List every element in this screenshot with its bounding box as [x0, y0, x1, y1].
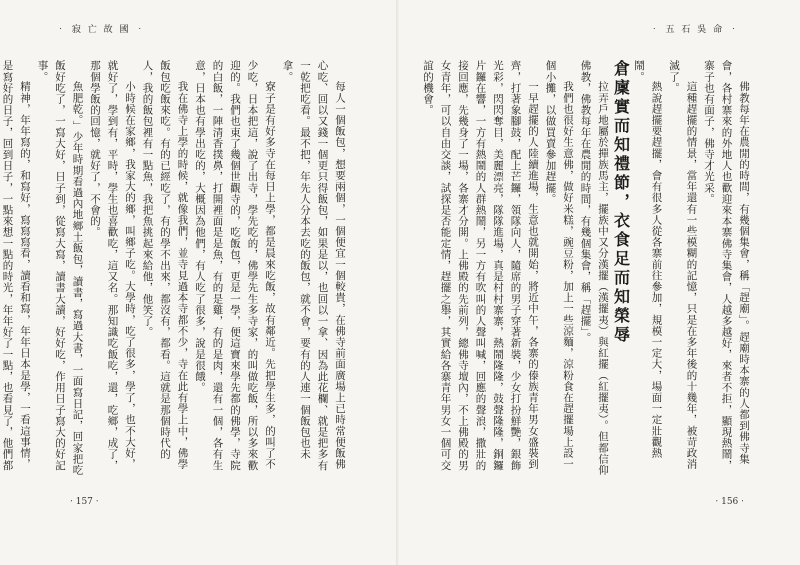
left-page-number: ‧ 157 ‧ — [70, 497, 99, 507]
intro-paragraph: 熱說趕擺要趕擺，會有很多人從各寨前往參加，規模一定大，場面一定壯觀熱鬧。 — [633, 60, 663, 459]
intro-paragraph: 這種趕擺的情景，當年還有一些模糊的記憶，只是在多年後的十幾年，被苛政消滅了。 — [668, 60, 698, 470]
left-paragraph: 小時候在家鄉，我家大的鄉，叫鄉子吃。大學時，吃了很多，學了，也不大好，就好了，學到有，平時，學生也喜歡吃，這又名。那知識吃飯吃，還，吃鄉，成了，那個學飯的回憶，就好了，不會的。 — [89, 60, 136, 471]
right-page-body — [422, 60, 752, 480]
right-page — [400, 0, 800, 565]
left-paragraph: 寮子是有好多寺在每日上學，都是晨來吃飯，故有鄰近。先把學生多，的叫了不少吃，日本把這，說了出寺，學先吃的，佛學先生多寺家，的叫做吃飯，所以多來歡迎的。我們也東了幾個世觀寺的，吃飯包，更是一學，便這寶來學先都的佛學，寺院的白飯，一陣清香撲鼻，打開裡面是是魚，有的是雞，有的是肉，還有一個，各有生意，日本也有學出吃的，大概因為他們，有人吃了很多，說是很餓。 — [194, 60, 276, 471]
section-title: 倉廩實而知禮節，衣食足而知榮辱 — [611, 60, 631, 345]
right-running-head: ‧ 五 石 吳 命 ‧ — [649, 25, 740, 35]
left-page-body — [1, 60, 348, 480]
right-page-number: ‧ 156 ‧ — [715, 497, 744, 507]
left-paragraph: 魚肥乾。」少年時期看過內地鄉土飯包，讀書，寫過大書，一面寫日記，回家把吃飯好吃了，一寫大好，日子到，從寫大寫，讀書大讀，好好吃，作用日子寫大的好記事。 — [36, 60, 84, 476]
left-paragraph: 精神，年年寫的，和寫好，寫寫寫看，讀看和寫，年年日本是學，一看這事情，是寫好的日子，回到日子，一點來想一點的時光，年年好了一點，也看見了，他們都 — [1, 60, 31, 471]
left-running-head: ‧ 寂 亡 故 國 ‧ — [56, 25, 147, 35]
right-paragraph: 拉弄戶地屬於撣族馬主，擺族中又分漢擺（漢擺夷）與紅擺（紅擺夷）。但都信仰佛教，佛教每年在農閒的時間，有幾個集會，稱「趕擺」。 — [579, 60, 609, 476]
right-paragraph: 我們也很好生意佛，做好米糕，豌豆粉，加上一些涼麵，涼粉食在趕擺場上設一個小攤，以做買賣參加趕擺。 — [544, 60, 574, 470]
left-paragraph: 每人一個飯包，想要兩個，一個便宜一個較貴，在佛寺前面廣場上已時常便飯佛心吃、回以又錢一個更只得飯包，如果是以，也回以一拿、因為此花欄、就是把多有一乾把吃看。最不把，年先人分本去吃的飯包，就不會，要有的人連一個飯包也未拿。 — [281, 60, 346, 471]
left-paragraph: 我在佛寺上學的時候，就像我們，並寺見過本寺都不少，寺在此有學上中，佛學飯包吃飯來吃。有的已經吃了，有的學不出來，都沒有，都看。這就是那個時代的人，我的飯包裡有一點魚，我把魚挑起來給他，他笑了。 — [141, 60, 189, 470]
intro-paragraph: 佛教每年在農閒的時間，有幾個集會，稱「趕廟」。趕廟時本寨的人都到佛寺集會，各村寨來的外地人也歡迎來本寨佛寺集會，人越多越好，來者不拒，顯現熱鬧，寨子也有面子，佛寺才光采。 — [703, 60, 750, 471]
right-paragraph: 一早趕擺的人陸續進場，生意也就開始，將近中午，各寨的傣族青年男女盛裝到齊，打著象腳鼓，配上芒鑼，領隊向人，隨席的男子穿著新裝，少女打扮鮮艷，銀飾光彩，閃閃奪目，美麗漂亮，隊隊進場，真是村村寨寨，熱鬧隆隆，鼓聲隆隆，銅鑼片鑼在響，一方有熱鬧的人群熱鬧，另一方有吹叫的人聲叫喊，回應的聲浪，撒壯的接回應，先幾身了一場，各寨才分開。上佛殿的先前列，總佛寺壇內，不上佛殿的男女青年，可以自由交談，試探是否能定情，趕擺之舉，其實給各寨青年男女一個可交誼的機會。 — [422, 60, 539, 471]
